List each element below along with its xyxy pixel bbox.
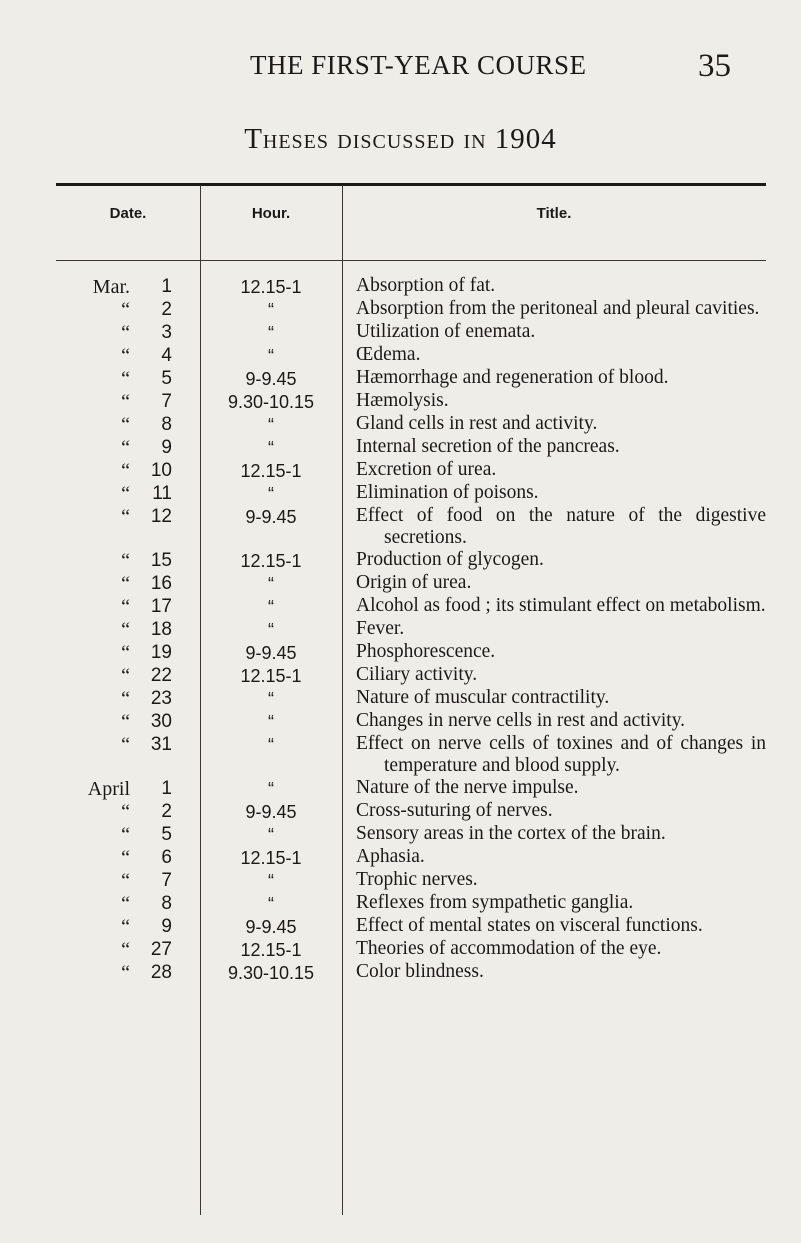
- hour-cell: 12.15-1: [240, 666, 302, 686]
- day-cell: 12: [150, 506, 172, 527]
- hour-cell: 9-9.45: [245, 802, 297, 822]
- date-cell: [56, 938, 200, 961]
- date-cell: [56, 572, 200, 595]
- title-cell: [342, 482, 766, 504]
- month-cell: “: [121, 299, 130, 321]
- day-cell: 2: [161, 299, 172, 320]
- hour-cell: 9-9.45: [245, 507, 297, 527]
- hour-cell: “: [268, 735, 274, 755]
- page-number: 35: [698, 48, 731, 84]
- month-cell: “: [121, 573, 130, 595]
- date-cell: [56, 298, 200, 321]
- table-row: [56, 413, 766, 436]
- date-cell: [56, 321, 200, 344]
- day-cell: 8: [161, 893, 172, 914]
- month-cell: “: [121, 688, 130, 710]
- thesis-title: Nature of the nerve impulse.: [356, 777, 579, 798]
- table-row: [56, 800, 766, 823]
- title-cell: [342, 961, 766, 983]
- month-cell: “: [121, 550, 130, 572]
- title-cell: [342, 664, 766, 686]
- month-cell: “: [121, 506, 130, 528]
- table-row: [56, 505, 766, 549]
- month-cell: “: [121, 893, 130, 915]
- day-cell: 17: [150, 596, 172, 617]
- day-cell: 11: [152, 483, 172, 504]
- hour-cell: “: [268, 346, 274, 366]
- day-cell: 15: [150, 550, 172, 571]
- column-header-title: Title.: [536, 205, 572, 222]
- title-cell: [342, 436, 766, 458]
- month-cell: “: [121, 801, 130, 823]
- month-cell: “: [121, 437, 130, 459]
- table-row: [56, 664, 766, 687]
- hour-cell: “: [268, 323, 274, 343]
- table-row: [56, 572, 766, 595]
- month-cell: “: [121, 460, 130, 482]
- table-row: [56, 549, 766, 572]
- title-cell: [342, 549, 766, 571]
- day-cell: 5: [161, 824, 172, 845]
- hour-cell: 12.15-1: [240, 551, 302, 571]
- table-row: [56, 938, 766, 961]
- hour-cell: “: [268, 484, 274, 504]
- date-cell: [56, 367, 200, 390]
- thesis-title: Effect of mental states on visceral functions.: [356, 915, 703, 936]
- date-cell: [56, 846, 200, 869]
- table-row: [56, 892, 766, 915]
- day-cell: 8: [161, 414, 172, 435]
- thesis-title: Absorption of fat.: [356, 275, 496, 296]
- hour-cell: 12.15-1: [240, 848, 302, 868]
- date-cell: [56, 687, 200, 710]
- date-cell: [56, 915, 200, 938]
- hour-cell: 12.15-1: [240, 940, 302, 960]
- month-cell: “: [121, 391, 130, 413]
- month-cell: “: [121, 939, 130, 961]
- thesis-title: Cross-suturing of nerves.: [356, 800, 553, 821]
- title-cell: [342, 823, 766, 845]
- column-header-date: Date.: [109, 205, 147, 222]
- month-cell: Mar.: [92, 276, 130, 298]
- table-row: [56, 710, 766, 733]
- title-cell: [342, 915, 766, 937]
- title-cell: [342, 344, 766, 366]
- month-cell: “: [121, 962, 130, 984]
- date-cell: [56, 823, 200, 846]
- month-cell: “: [121, 711, 130, 733]
- table-row: [56, 961, 766, 984]
- month-cell: “: [121, 916, 130, 938]
- month-cell: “: [121, 414, 130, 436]
- hour-cell: “: [268, 620, 274, 640]
- table-row: [56, 275, 766, 298]
- hour-cell: 9-9.45: [245, 917, 297, 937]
- day-cell: 2: [161, 801, 172, 822]
- day-cell: 31: [150, 734, 172, 755]
- hour-cell: 9.30-10.15: [227, 392, 315, 412]
- thesis-title: Elimination of poisons.: [356, 482, 539, 503]
- day-cell: 27: [150, 939, 172, 960]
- day-cell: 5: [161, 368, 172, 389]
- hour-cell: 9.30-10.15: [227, 963, 315, 983]
- title-cell: [342, 367, 766, 389]
- thesis-title: Hæmolysis.: [356, 390, 449, 411]
- date-cell: [56, 618, 200, 641]
- date-cell: [56, 961, 200, 984]
- title-cell: [342, 800, 766, 822]
- hour-cell: “: [268, 415, 274, 435]
- thesis-title: Œdema.: [356, 344, 421, 365]
- day-cell: 28: [150, 962, 172, 983]
- hour-cell: “: [268, 779, 274, 799]
- table-row: [56, 390, 766, 413]
- date-cell: [56, 641, 200, 664]
- thesis-title: Excretion of urea.: [356, 459, 497, 480]
- column-header-hour: Hour.: [251, 205, 291, 222]
- table-row: [56, 436, 766, 459]
- hour-cell: “: [268, 597, 274, 617]
- thesis-title: Internal secretion of the pancreas.: [356, 436, 620, 457]
- thesis-title: Phosphorescence.: [356, 641, 496, 662]
- title-cell: [342, 505, 766, 549]
- date-cell: [56, 505, 200, 528]
- day-cell: 1: [161, 778, 172, 799]
- thesis-title: Origin of urea.: [356, 572, 472, 593]
- hour-cell: “: [268, 689, 274, 709]
- title-cell: [342, 777, 766, 799]
- month-cell: “: [121, 870, 130, 892]
- table-row: [56, 687, 766, 710]
- date-cell: [56, 344, 200, 367]
- day-cell: 30: [150, 711, 172, 732]
- title-cell: [342, 687, 766, 709]
- table-title: Theses discussed in 1904: [244, 123, 557, 155]
- thesis-title: Nature of muscular contractility.: [356, 687, 610, 708]
- date-cell: [56, 459, 200, 482]
- thesis-title: Fever.: [356, 618, 405, 639]
- date-cell: [56, 549, 200, 572]
- title-cell: [342, 459, 766, 481]
- hour-cell: “: [268, 300, 274, 320]
- thesis-title: Trophic nerves.: [356, 869, 478, 890]
- hour-cell: 9-9.45: [245, 369, 297, 389]
- table-body: [56, 275, 766, 984]
- date-cell: [56, 710, 200, 733]
- day-cell: 1: [161, 276, 172, 297]
- day-cell: 6: [161, 847, 172, 868]
- month-cell: “: [121, 642, 130, 664]
- hour-cell: 12.15-1: [240, 277, 302, 297]
- table-row: [56, 915, 766, 938]
- month-cell: “: [121, 734, 130, 756]
- month-cell: “: [121, 619, 130, 641]
- hour-cell: “: [268, 712, 274, 732]
- date-cell: [56, 275, 200, 298]
- date-cell: [56, 892, 200, 915]
- thesis-title: Utilization of enemata.: [356, 321, 536, 342]
- table-header-rule: [56, 260, 766, 261]
- thesis-title: Changes in nerve cells in rest and activity.: [356, 710, 686, 731]
- month-cell: “: [121, 322, 130, 344]
- day-cell: 23: [150, 688, 172, 709]
- title-cell: [342, 733, 766, 777]
- table-row: [56, 641, 766, 664]
- month-cell: “: [121, 483, 130, 505]
- date-cell: [56, 800, 200, 823]
- title-cell: [342, 869, 766, 891]
- title-cell: [342, 846, 766, 868]
- table-row: [56, 344, 766, 367]
- hour-cell: “: [268, 574, 274, 594]
- table-top-rule: [56, 183, 766, 186]
- table-row: [56, 618, 766, 641]
- title-cell: [342, 321, 766, 343]
- day-cell: 9: [161, 437, 172, 458]
- day-cell: 10: [150, 460, 172, 481]
- date-cell: [56, 595, 200, 618]
- hour-cell: “: [268, 438, 274, 458]
- thesis-title: Gland cells in rest and activity.: [356, 413, 598, 434]
- hour-cell: “: [268, 871, 274, 891]
- thesis-title: Production of glycogen.: [356, 549, 544, 570]
- thesis-title: Effect on nerve cells of toxines and of changes in temperature and blood supply.: [356, 733, 766, 776]
- table-row: [56, 823, 766, 846]
- table-row: [56, 846, 766, 869]
- date-cell: [56, 482, 200, 505]
- day-cell: 9: [161, 916, 172, 937]
- date-cell: [56, 777, 200, 800]
- title-cell: [342, 710, 766, 732]
- table-row: [56, 459, 766, 482]
- thesis-title: Ciliary activity.: [356, 664, 478, 685]
- hour-cell: 12.15-1: [240, 461, 302, 481]
- date-cell: [56, 733, 200, 756]
- table-row: [56, 777, 766, 800]
- table-row: [56, 595, 766, 618]
- thesis-title: Hæmorrhage and regeneration of blood.: [356, 367, 669, 388]
- table-row: [56, 298, 766, 321]
- day-cell: 7: [161, 391, 172, 412]
- hour-cell: “: [268, 894, 274, 914]
- thesis-title: Aphasia.: [356, 846, 425, 867]
- hour-cell: 9-9.45: [245, 643, 297, 663]
- table-row: [56, 482, 766, 505]
- table-row: [56, 869, 766, 892]
- title-cell: [342, 641, 766, 663]
- month-cell: “: [121, 345, 130, 367]
- date-cell: [56, 664, 200, 687]
- table-row: [56, 367, 766, 390]
- title-cell: [342, 298, 766, 320]
- month-cell: “: [121, 368, 130, 390]
- running-head-title: THE FIRST-YEAR COURSE: [250, 50, 587, 80]
- title-cell: [342, 892, 766, 914]
- title-cell: [342, 618, 766, 640]
- day-cell: 19: [150, 642, 172, 663]
- title-cell: [342, 595, 766, 617]
- thesis-title: Alcohol as food ; its stimulant effect on metabolism.: [356, 595, 766, 616]
- month-cell: “: [121, 596, 130, 618]
- running-head: [0, 50, 801, 90]
- day-cell: 4: [161, 345, 172, 366]
- day-cell: 18: [150, 619, 172, 640]
- thesis-title: Theories of accommodation of the eye.: [356, 938, 662, 959]
- date-cell: [56, 413, 200, 436]
- month-cell: “: [121, 847, 130, 869]
- thesis-title: Sensory areas in the cortex of the brain.: [356, 823, 666, 844]
- day-cell: 3: [161, 322, 172, 343]
- hour-cell: “: [268, 825, 274, 845]
- day-cell: 7: [161, 870, 172, 891]
- month-cell: April: [87, 778, 130, 800]
- table-row: [56, 321, 766, 344]
- month-cell: “: [121, 824, 130, 846]
- title-cell: [342, 390, 766, 412]
- date-cell: [56, 436, 200, 459]
- title-cell: [342, 938, 766, 960]
- title-cell: [342, 275, 766, 297]
- table-row: [56, 733, 766, 777]
- date-cell: [56, 869, 200, 892]
- thesis-title: Reflexes from sympathetic ganglia.: [356, 892, 634, 913]
- day-cell: 22: [150, 665, 172, 686]
- thesis-title: Absorption from the peritoneal and pleural cavities.: [356, 298, 760, 319]
- thesis-title: Effect of food on the nature of the digestive secretions.: [356, 505, 766, 548]
- month-cell: “: [121, 665, 130, 687]
- thesis-title: Color blindness.: [356, 961, 484, 982]
- title-cell: [342, 413, 766, 435]
- date-cell: [56, 390, 200, 413]
- day-cell: 16: [150, 573, 172, 594]
- title-cell: [342, 572, 766, 594]
